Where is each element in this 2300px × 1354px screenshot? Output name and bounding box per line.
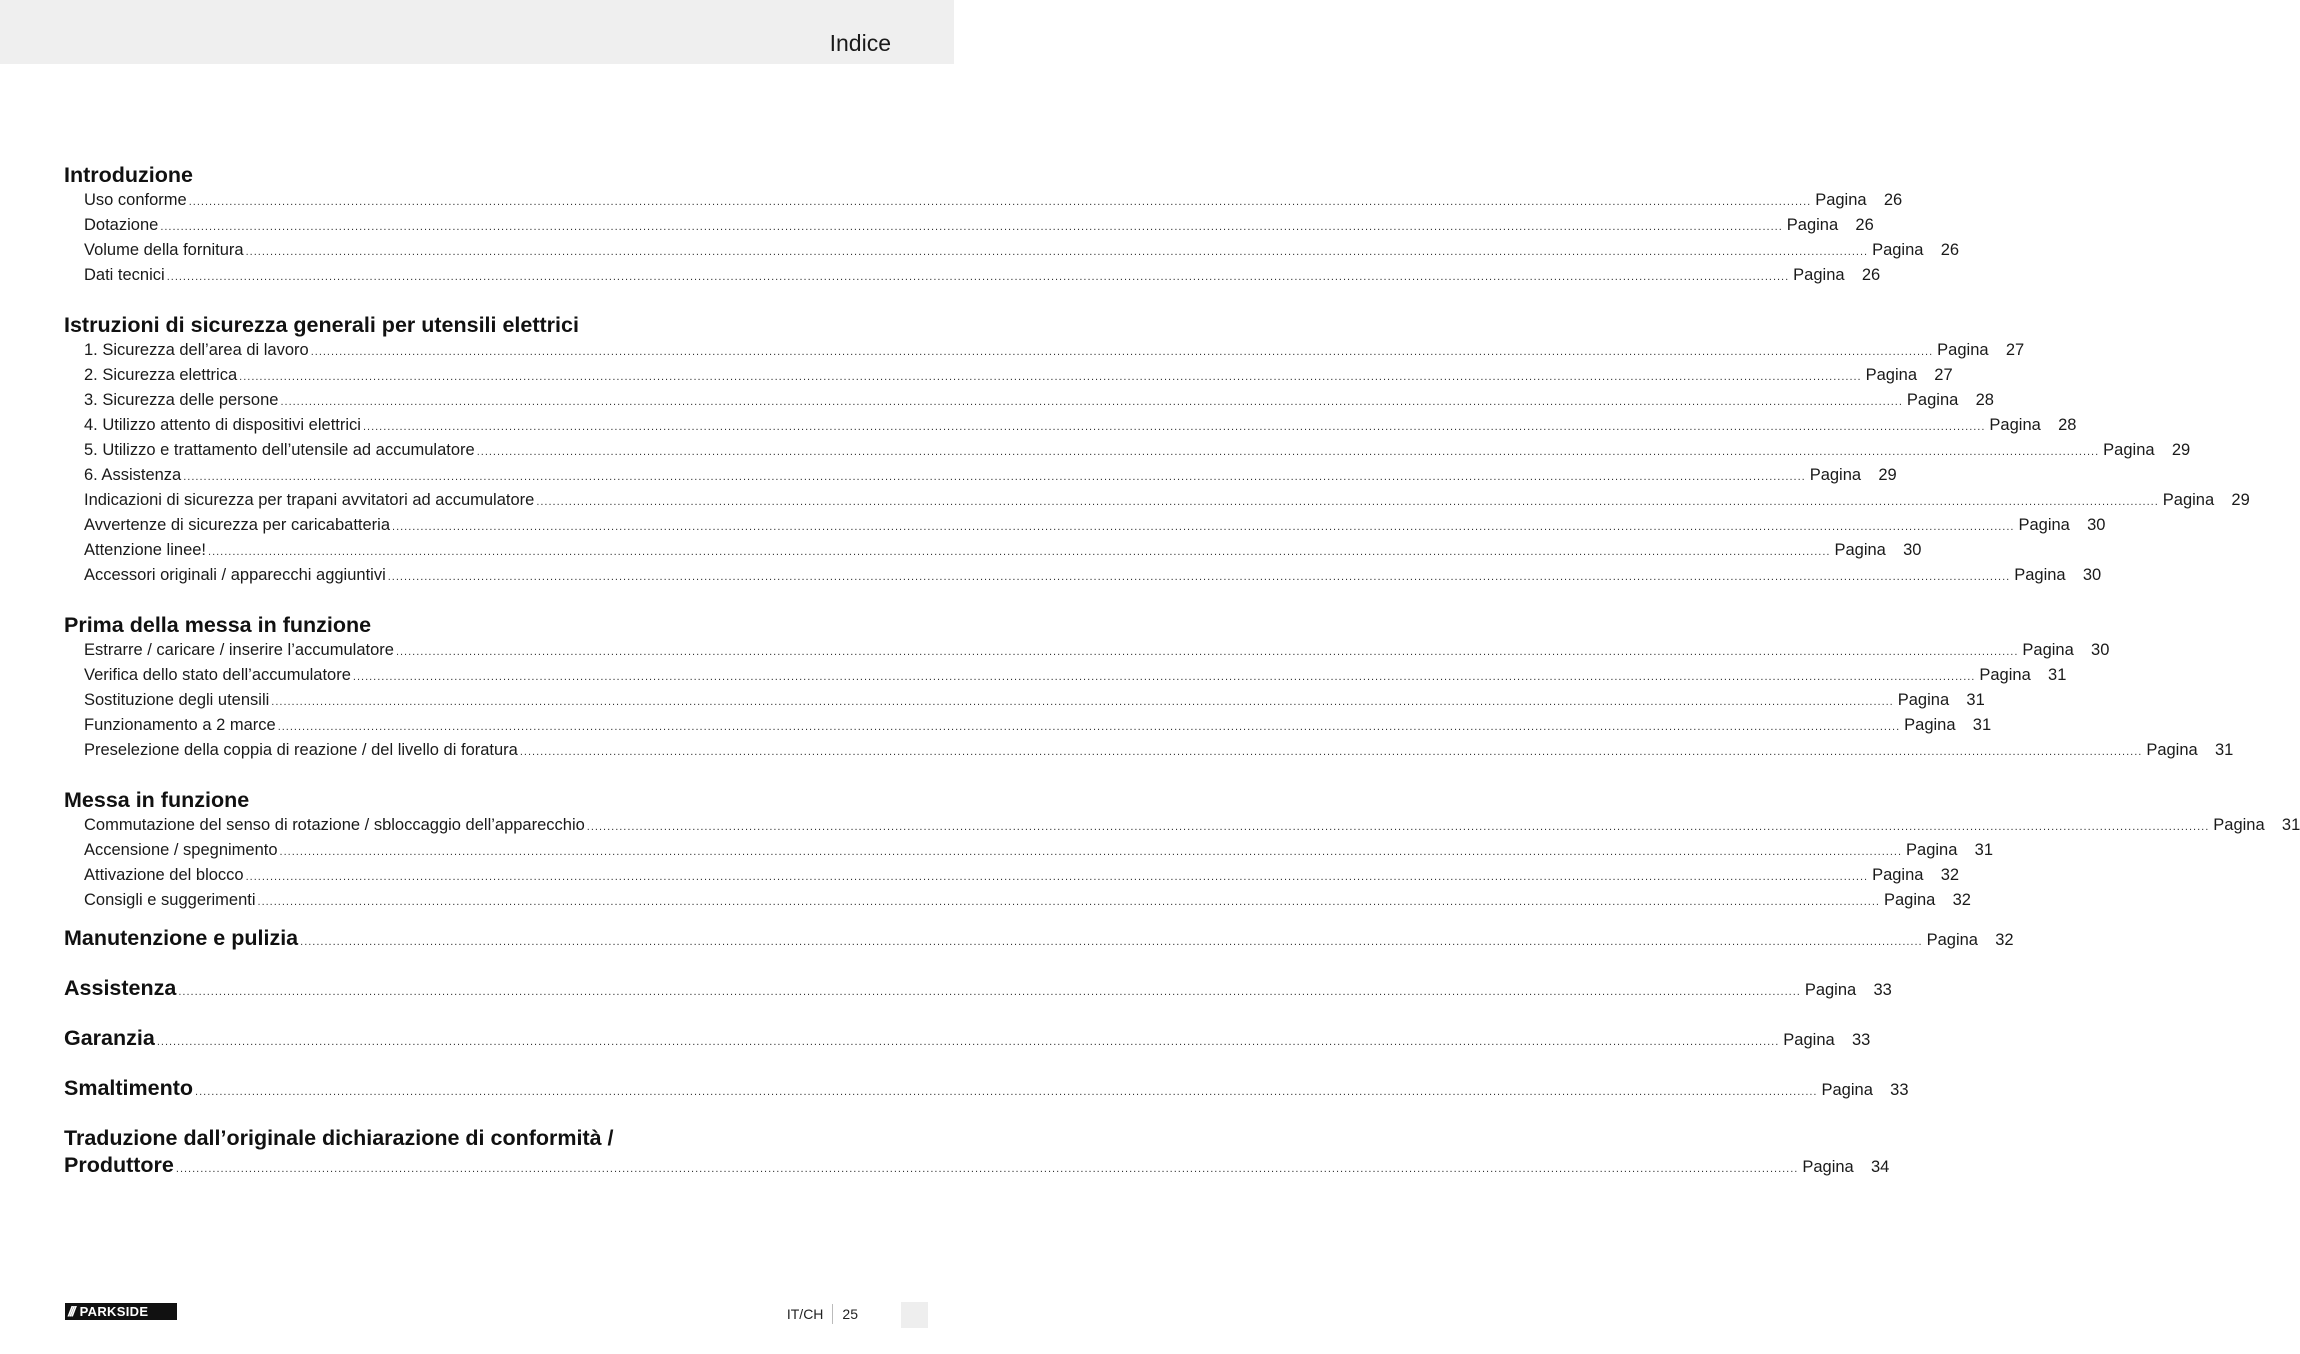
dot-leader: ................................................................................................................................................................................................................................................................................................................................................................................................................	[352, 671, 1976, 683]
entry-label: Commutazione del senso di rotazione / sbloccaggio dell’apparecchio	[84, 816, 585, 834]
toc-entry[interactable]	[64, 438, 2191, 463]
dot-leader: ................................................................................................................................................................................................................................................................................................................................................................................................................	[208, 546, 1831, 558]
section-title: Introduzione	[64, 163, 193, 187]
page-number-ref: 31	[1972, 716, 1992, 734]
dot-leader: ................................................................................................................................................................................................................................................................................................................................................................................................................	[519, 746, 2143, 758]
table-of-contents	[64, 162, 2300, 1179]
dot-leader: ................................................................................................................................................................................................................................................................................................................................................................................................................	[239, 371, 1862, 383]
dot-leader: ................................................................................................................................................................................................................................................................................................................................................................................................................	[387, 571, 2011, 583]
dot-leader: ................................................................................................................................................................................................................................................................................................................................................................................................................	[188, 196, 1812, 208]
section-title: Istruzioni di sicurezza generali per utensili elettrici	[64, 313, 579, 337]
page-word: Pagina	[1883, 891, 1936, 909]
entry-label: 6. Assistenza	[84, 466, 182, 484]
dot-leader: ................................................................................................................................................................................................................................................................................................................................................................................................................	[476, 446, 2100, 458]
page-number-ref: 31	[2281, 816, 2300, 834]
entry-label: Preselezione della coppia di reazione / del livello di foratura	[84, 741, 518, 759]
toc-entry[interactable]	[64, 188, 1903, 213]
page-word: Pagina	[1937, 341, 1989, 359]
entry-label: 3. Sicurezza delle persone	[84, 391, 279, 409]
page-reference	[1872, 863, 1959, 888]
page-word: Pagina	[1809, 466, 1862, 484]
page-reference	[1866, 363, 1953, 388]
entry-label: Estrarre / caricare / inserire l’accumulatore	[84, 641, 394, 659]
dot-leader: ................................................................................................................................................................................................................................................................................................................................................................................................................	[166, 271, 1790, 283]
dot-leader: ................................................................................................................................................................................................................................................................................................................................................................................................................	[183, 471, 1806, 483]
page-number-ref: 29	[2171, 441, 2191, 459]
toc-section	[64, 162, 1960, 288]
toc-main-entry[interactable]	[64, 1013, 1871, 1063]
toc-entry[interactable]	[64, 863, 1960, 888]
entry-label: 4. Utilizzo attento di dispositivi elettrici	[84, 416, 361, 434]
toc-entry[interactable]	[64, 688, 1985, 713]
page-reference	[2103, 438, 2190, 463]
page-number-ref: 29	[2231, 491, 2250, 509]
toc-entry[interactable]	[64, 388, 1994, 413]
entry-label: Dati tecnici	[84, 266, 165, 284]
section-spacer	[64, 288, 890, 312]
page-word: Pagina	[1906, 391, 1959, 409]
page-word: Pagina	[1804, 981, 1857, 999]
entry-label: 1. Sicurezza dell’area di lavoro	[84, 341, 309, 359]
logo-text: PARKSIDE	[79, 1304, 149, 1319]
entry-label: Verifica dello stato dell’accumulatore	[84, 666, 351, 684]
page-number-ref: 26	[1940, 241, 1960, 259]
toc-entry[interactable]	[64, 813, 2300, 838]
entry-label: Indicazioni di sicurezza per trapani avvitatori ad accumulatore	[84, 491, 535, 509]
language-code: IT/CH	[786, 1306, 824, 1322]
page-word: Pagina	[1815, 191, 1867, 209]
page-word: Pagina	[1821, 1081, 1873, 1099]
entry-label: 2. Sicurezza elettrica	[84, 366, 238, 384]
page-word: Pagina	[1979, 666, 2031, 684]
toc-entry[interactable]	[64, 413, 2077, 438]
page-word: Pagina	[2022, 641, 2074, 659]
page-reference	[1787, 213, 1874, 238]
entry-label: Funzionamento a 2 marce	[84, 716, 276, 734]
page-word: Pagina	[1906, 841, 1958, 859]
page-word: Pagina	[1872, 866, 1924, 884]
page-reference	[2146, 738, 2233, 763]
main-entry-label: Garanzia	[64, 1026, 155, 1050]
page-word: Pagina	[2018, 516, 2070, 534]
dot-leader: ................................................................................................................................................................................................................................................................................................................................................................................................................	[156, 1036, 1780, 1048]
page-reference	[1989, 413, 2076, 438]
entry-label: Avvertenze di sicurezza per caricabatteria	[84, 516, 391, 534]
page-number-ref: 29	[1878, 466, 1897, 484]
page-reference	[1937, 338, 2024, 363]
page-word: Pagina	[1783, 1031, 1835, 1049]
page-number-ref: 32	[1952, 891, 1971, 909]
page-number-ref: 30	[1903, 541, 1922, 559]
toc-entry[interactable]	[64, 838, 1994, 863]
page-number-ref: 32	[1940, 866, 1960, 884]
page-reference	[1805, 965, 1892, 1015]
entry-label: Dotazione	[84, 216, 159, 234]
dot-leader: ................................................................................................................................................................................................................................................................................................................................................................................................................	[279, 846, 1903, 858]
page-reference	[2014, 563, 2101, 588]
page-reference	[1793, 263, 1880, 288]
page-word: Pagina	[2213, 816, 2265, 834]
page-word: Pagina	[1802, 1158, 1854, 1176]
toc-entry[interactable]	[64, 513, 2106, 538]
footer-info	[787, 1304, 858, 1324]
toc-entry[interactable]	[64, 888, 1971, 913]
page-word: Pagina	[1865, 366, 1918, 384]
toc-entry[interactable]	[64, 538, 1922, 563]
page-number-ref: 31	[2048, 666, 2067, 684]
header-bar	[0, 0, 954, 64]
section-title: Messa in funzione	[64, 788, 250, 812]
toc-main-entry-multiline[interactable]	[64, 1125, 1890, 1179]
main-entry-label: Assistenza	[64, 976, 177, 1000]
page-number-ref: 27	[2005, 341, 2025, 359]
section-spacer	[64, 763, 890, 787]
main-entry-label: Manutenzione e pulizia	[64, 926, 299, 950]
page-number: 25	[842, 1306, 858, 1322]
page-reference	[1872, 238, 1959, 263]
page-reference	[1906, 838, 1993, 863]
dot-leader: ................................................................................................................................................................................................................................................................................................................................................................................................................	[300, 936, 1923, 948]
toc-section	[64, 312, 2250, 588]
page-reference	[2163, 488, 2250, 513]
page-word: Pagina	[2162, 491, 2215, 509]
page-number-ref: 30	[2091, 641, 2110, 659]
toc-entry[interactable]	[64, 738, 2234, 763]
parkside-logo	[65, 1303, 177, 1320]
page-reference	[1822, 1065, 1909, 1115]
entry-label: 5. Utilizzo e trattamento dell’utensile ad accumulatore	[84, 441, 475, 459]
dot-leader: ................................................................................................................................................................................................................................................................................................................................................................................................................	[536, 496, 2159, 508]
page-word: Pagina	[1872, 241, 1924, 259]
page-tab-marker	[901, 1302, 928, 1328]
page-number-ref: 31	[1966, 691, 1985, 709]
page-reference	[1907, 388, 1994, 413]
toc-main-entry[interactable]	[64, 963, 1892, 1013]
page-reference	[1783, 1015, 1870, 1065]
dot-leader: ................................................................................................................................................................................................................................................................................................................................................................................................................	[586, 821, 2210, 833]
page-word: Pagina	[1904, 716, 1956, 734]
page-reference	[2018, 513, 2105, 538]
page-number-ref: 26	[1861, 266, 1881, 284]
toc-entry[interactable]	[64, 238, 1960, 263]
toc-entry[interactable]	[64, 638, 2110, 663]
page-number-ref: 33	[1851, 1031, 1871, 1049]
toc-entry[interactable]	[64, 563, 2102, 588]
page-word: Pagina	[1793, 266, 1845, 284]
main-entry-label: Smaltimento	[64, 1076, 194, 1100]
page-word: Pagina	[1897, 691, 1950, 709]
page-number-ref: 30	[2087, 516, 2106, 534]
toc-section	[64, 787, 2300, 913]
page-number-ref: 26	[1855, 216, 1874, 234]
toc-section	[64, 612, 2234, 763]
dot-leader: ................................................................................................................................................................................................................................................................................................................................................................................................................	[392, 521, 2015, 533]
dot-leader: ................................................................................................................................................................................................................................................................................................................................................................................................................	[280, 396, 1903, 408]
entry-label: Consigli e suggerimenti	[84, 891, 256, 909]
page-word: Pagina	[1926, 931, 1978, 949]
dot-leader: ................................................................................................................................................................................................................................................................................................................................................................................................................	[257, 896, 1880, 908]
toc-main-entry[interactable]	[64, 913, 2014, 963]
page-reference	[2022, 638, 2109, 663]
main-entry-label-line1: Traduzione dall’originale dichiarazione di conformità /	[64, 1126, 614, 1150]
toc-entry[interactable]	[64, 663, 2067, 688]
page-number-ref: 27	[1934, 366, 1953, 384]
dot-leader: ................................................................................................................................................................................................................................................................................................................................................................................................................	[175, 1163, 1799, 1175]
toc-entry[interactable]	[64, 463, 1897, 488]
page-reference	[1884, 888, 1971, 913]
dot-leader: ................................................................................................................................................................................................................................................................................................................................................................................................................	[310, 346, 1934, 358]
page-number-ref: 26	[1883, 191, 1903, 209]
page-reference	[1979, 663, 2066, 688]
toc-entry[interactable]	[64, 213, 1874, 238]
page-number-ref: 32	[1995, 931, 2014, 949]
toc-entry[interactable]	[64, 338, 2025, 363]
toc-entry[interactable]	[64, 263, 1881, 288]
main-entry-label-line2: Produttore	[64, 1153, 174, 1177]
entry-label: Attenzione linee!	[84, 541, 207, 559]
page-number-ref: 31	[2214, 741, 2234, 759]
page-word: Pagina	[2014, 566, 2066, 584]
page-word: Pagina	[2146, 741, 2198, 759]
entry-label: Attivazione del blocco	[84, 866, 244, 884]
toc-entry[interactable]	[64, 363, 1953, 388]
dot-leader: ................................................................................................................................................................................................................................................................................................................................................................................................................	[160, 221, 1783, 233]
entry-label: Uso conforme	[84, 191, 187, 209]
toc-entry[interactable]	[64, 713, 1992, 738]
page-reference	[1810, 463, 1897, 488]
dot-leader: ................................................................................................................................................................................................................................................................................................................................................................................................................	[195, 1086, 1818, 1098]
dot-leader: ................................................................................................................................................................................................................................................................................................................................................................................................................	[362, 421, 1986, 433]
page-number-ref: 33	[1873, 981, 1892, 999]
dot-leader: ................................................................................................................................................................................................................................................................................................................................................................................................................	[395, 646, 2019, 658]
section-spacer	[64, 588, 890, 612]
entry-label: Volume della fornitura	[84, 241, 244, 259]
page-reference	[1904, 713, 1991, 738]
page-reference	[1802, 1153, 1889, 1181]
page-reference	[2213, 813, 2300, 838]
entry-label: Accensione / spegnimento	[84, 841, 278, 859]
dot-leader: ................................................................................................................................................................................................................................................................................................................................................................................................................	[178, 986, 1801, 998]
page-number-ref: 34	[1871, 1158, 1890, 1176]
entry-label: Accessori originali / apparecchi aggiuntivi	[84, 566, 386, 584]
logo-slashes-icon: ///	[68, 1303, 74, 1319]
page-number-ref: 30	[2082, 566, 2102, 584]
section-title: Prima della messa in funzione	[64, 613, 372, 637]
page-reference	[1815, 188, 1902, 213]
page-title: Indice	[829, 30, 891, 56]
page-reference	[1834, 538, 1921, 563]
toc-main-entry[interactable]	[64, 1063, 1909, 1113]
page-word: Pagina	[1989, 416, 2041, 434]
dot-leader: ................................................................................................................................................................................................................................................................................................................................................................................................................	[271, 696, 1894, 708]
page-word: Pagina	[1834, 541, 1886, 559]
page-number-ref: 33	[1890, 1081, 1909, 1099]
toc-entry[interactable]	[64, 488, 2250, 513]
dot-leader: ................................................................................................................................................................................................................................................................................................................................................................................................................	[245, 871, 1869, 883]
page-reference	[1898, 688, 1985, 713]
page-word: Pagina	[1786, 216, 1839, 234]
page-number-ref: 31	[1974, 841, 1994, 859]
dot-leader: ................................................................................................................................................................................................................................................................................................................................................................................................................	[245, 246, 1869, 258]
page-number-ref: 28	[2058, 416, 2077, 434]
page-reference	[1927, 915, 2014, 965]
dot-leader: ................................................................................................................................................................................................................................................................................................................................................................................................................	[277, 721, 1901, 733]
page-number-ref: 28	[1975, 391, 1994, 409]
entry-label: Sostituzione degli utensili	[84, 691, 270, 709]
page-word: Pagina	[2103, 441, 2155, 459]
main-entry-line2	[64, 1151, 1890, 1179]
